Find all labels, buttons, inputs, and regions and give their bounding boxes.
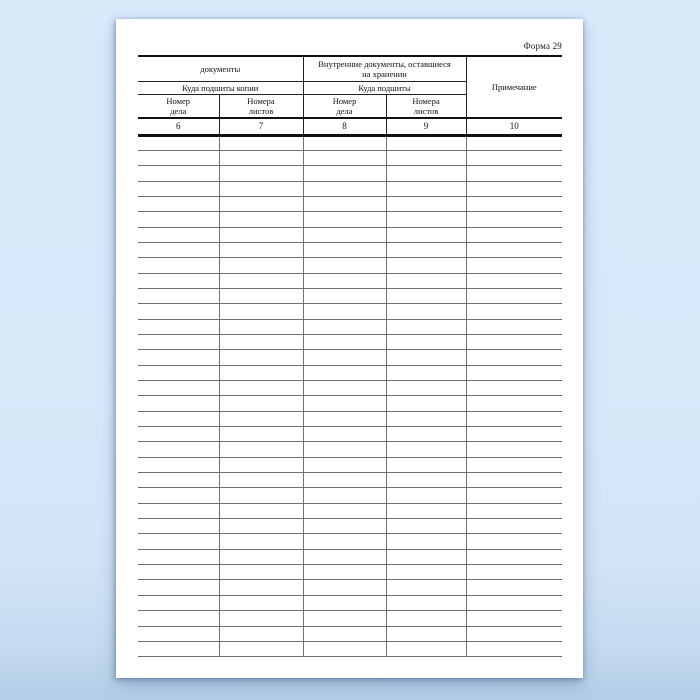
empty-cell [219, 181, 303, 196]
empty-cell [466, 166, 562, 181]
empty-cell [303, 135, 386, 150]
empty-cell [219, 611, 303, 626]
empty-cell [466, 611, 562, 626]
empty-cell [138, 181, 219, 196]
empty-cell [138, 258, 219, 273]
table-row [138, 334, 562, 349]
empty-cell [466, 626, 562, 641]
empty-cell [386, 212, 466, 227]
empty-cell [303, 365, 386, 380]
empty-cell [303, 288, 386, 303]
header-internal-documents-group: Внутренние документы, оставшиеся на хранении [303, 56, 466, 81]
empty-cell [466, 641, 562, 656]
empty-cell [219, 442, 303, 457]
empty-cell [219, 549, 303, 564]
table-row [138, 181, 562, 196]
table-row [138, 427, 562, 442]
empty-cell [138, 150, 219, 165]
empty-cell [466, 135, 562, 150]
table-row [138, 258, 562, 273]
empty-cell [138, 611, 219, 626]
table-row [138, 242, 562, 257]
table-row [138, 595, 562, 610]
empty-cell [466, 565, 562, 580]
empty-cell [138, 365, 219, 380]
table-row [138, 534, 562, 549]
empty-cell [303, 503, 386, 518]
empty-cell [219, 519, 303, 534]
empty-cell [219, 381, 303, 396]
form-number-label: Форма 29 [523, 41, 562, 51]
empty-cell [303, 534, 386, 549]
empty-cell [466, 519, 562, 534]
empty-cell [386, 488, 466, 503]
empty-cell [386, 396, 466, 411]
empty-cell [219, 534, 303, 549]
empty-cell [386, 427, 466, 442]
empty-cell [466, 212, 562, 227]
empty-cell [219, 242, 303, 257]
empty-cell [303, 150, 386, 165]
empty-cell [138, 565, 219, 580]
empty-cell [303, 334, 386, 349]
empty-cell [466, 396, 562, 411]
table-row [138, 396, 562, 411]
empty-cell [219, 473, 303, 488]
empty-cell [219, 457, 303, 472]
empty-cell [138, 304, 219, 319]
empty-cell [219, 135, 303, 150]
column-number-7: 7 [219, 118, 303, 135]
header-documents-group: документы [138, 56, 303, 81]
table-row [138, 319, 562, 334]
header-column-numbers-row [138, 118, 562, 135]
empty-cell [386, 196, 466, 211]
empty-cell [303, 258, 386, 273]
empty-cell [219, 166, 303, 181]
table-row [138, 273, 562, 288]
empty-cell [138, 381, 219, 396]
empty-cell [466, 442, 562, 457]
header-where-copies-filed: Куда подшиты копии [138, 81, 303, 94]
table-row [138, 196, 562, 211]
empty-cell [386, 273, 466, 288]
empty-cell [138, 473, 219, 488]
empty-cell [466, 503, 562, 518]
empty-cell [386, 503, 466, 518]
empty-cell [138, 519, 219, 534]
empty-cell [138, 242, 219, 257]
empty-cell [219, 334, 303, 349]
col-head-case-number-copies: Номер дела [138, 94, 219, 118]
empty-cell [138, 196, 219, 211]
empty-cell [303, 212, 386, 227]
empty-cell [219, 365, 303, 380]
empty-cell [303, 473, 386, 488]
table-header [138, 56, 562, 135]
table-row [138, 350, 562, 365]
document-page [116, 19, 583, 678]
empty-cell [386, 334, 466, 349]
empty-cell [303, 381, 386, 396]
empty-cell [386, 580, 466, 595]
empty-cell [466, 150, 562, 165]
empty-cell [303, 396, 386, 411]
header-note-column: Примечание [466, 56, 562, 118]
empty-cell [138, 442, 219, 457]
empty-cell [386, 381, 466, 396]
column-number-8: 8 [303, 118, 386, 135]
empty-cell [386, 227, 466, 242]
empty-cell [386, 365, 466, 380]
empty-cell [386, 626, 466, 641]
empty-cell [303, 350, 386, 365]
table-row [138, 135, 562, 150]
empty-cell [466, 365, 562, 380]
table-row [138, 304, 562, 319]
empty-cell [303, 611, 386, 626]
empty-cell [138, 641, 219, 656]
empty-cell [138, 488, 219, 503]
empty-cell [386, 242, 466, 257]
empty-cell [303, 411, 386, 426]
column-number-6: 6 [138, 118, 219, 135]
empty-cell [219, 319, 303, 334]
empty-cell [466, 549, 562, 564]
column-number-9: 9 [386, 118, 466, 135]
empty-cell [466, 473, 562, 488]
empty-cell [466, 334, 562, 349]
table-row [138, 150, 562, 165]
empty-cell [219, 503, 303, 518]
empty-cell [303, 580, 386, 595]
empty-cell [386, 473, 466, 488]
empty-cell [303, 273, 386, 288]
empty-cell [219, 212, 303, 227]
header-group-row [138, 56, 562, 81]
empty-cell [303, 196, 386, 211]
column-number-10: 10 [466, 118, 562, 135]
empty-cell [138, 580, 219, 595]
empty-cell [138, 503, 219, 518]
empty-cell [219, 626, 303, 641]
empty-cell [303, 181, 386, 196]
empty-cell [219, 150, 303, 165]
empty-cell [138, 350, 219, 365]
table-body [138, 135, 562, 657]
empty-cell [138, 595, 219, 610]
table-row [138, 565, 562, 580]
table-row [138, 503, 562, 518]
empty-cell [386, 166, 466, 181]
form-table-container [138, 55, 562, 657]
empty-cell [303, 565, 386, 580]
empty-cell [219, 565, 303, 580]
empty-cell [386, 150, 466, 165]
table-row [138, 227, 562, 242]
empty-cell [138, 273, 219, 288]
empty-cell [138, 212, 219, 227]
empty-cell [386, 411, 466, 426]
empty-cell [386, 534, 466, 549]
empty-cell [219, 304, 303, 319]
empty-cell [466, 580, 562, 595]
empty-cell [138, 166, 219, 181]
empty-cell [303, 626, 386, 641]
table-row [138, 626, 562, 641]
col-head-case-number-internal: Номер дела [303, 94, 386, 118]
col-head-sheet-numbers-internal: Номера листов [386, 94, 466, 118]
empty-cell [466, 427, 562, 442]
empty-cell [386, 319, 466, 334]
empty-cell [386, 641, 466, 656]
table-row [138, 442, 562, 457]
empty-cell [466, 381, 562, 396]
empty-cell [386, 519, 466, 534]
empty-cell [303, 304, 386, 319]
empty-cell [219, 411, 303, 426]
empty-cell [466, 196, 562, 211]
empty-cell [138, 549, 219, 564]
empty-cell [386, 181, 466, 196]
empty-cell [219, 227, 303, 242]
form-table [138, 55, 562, 657]
empty-cell [219, 396, 303, 411]
empty-cell [219, 580, 303, 595]
empty-cell [386, 442, 466, 457]
empty-cell [386, 135, 466, 150]
table-row [138, 381, 562, 396]
empty-cell [219, 350, 303, 365]
table-row [138, 580, 562, 595]
empty-cell [138, 534, 219, 549]
empty-cell [303, 442, 386, 457]
empty-cell [303, 641, 386, 656]
empty-cell [303, 457, 386, 472]
empty-cell [466, 181, 562, 196]
empty-cell [466, 488, 562, 503]
empty-cell [466, 227, 562, 242]
empty-cell [466, 411, 562, 426]
empty-cell [219, 288, 303, 303]
empty-cell [466, 288, 562, 303]
table-row [138, 641, 562, 656]
empty-cell [303, 427, 386, 442]
empty-cell [466, 273, 562, 288]
table-row [138, 457, 562, 472]
empty-cell [219, 641, 303, 656]
empty-cell [138, 227, 219, 242]
empty-cell [386, 258, 466, 273]
empty-cell [466, 319, 562, 334]
empty-cell [219, 427, 303, 442]
empty-cell [303, 166, 386, 181]
table-row [138, 549, 562, 564]
empty-cell [466, 457, 562, 472]
empty-cell [386, 350, 466, 365]
empty-cell [466, 304, 562, 319]
header-where-filed: Куда подшиты [303, 81, 466, 94]
empty-cell [303, 519, 386, 534]
empty-cell [138, 396, 219, 411]
empty-cell [138, 427, 219, 442]
table-row [138, 611, 562, 626]
empty-cell [303, 549, 386, 564]
table-row [138, 212, 562, 227]
empty-cell [219, 196, 303, 211]
empty-cell [138, 411, 219, 426]
empty-cell [303, 319, 386, 334]
table-row [138, 288, 562, 303]
empty-cell [386, 595, 466, 610]
empty-cell [219, 488, 303, 503]
table-row [138, 519, 562, 534]
empty-cell [466, 242, 562, 257]
empty-cell [386, 304, 466, 319]
empty-cell [386, 549, 466, 564]
empty-cell [138, 319, 219, 334]
empty-cell [303, 595, 386, 610]
empty-cell [138, 135, 219, 150]
empty-cell [138, 288, 219, 303]
empty-cell [466, 258, 562, 273]
empty-cell [303, 488, 386, 503]
empty-cell [466, 595, 562, 610]
table-row [138, 473, 562, 488]
empty-cell [386, 611, 466, 626]
empty-cell [386, 288, 466, 303]
empty-cell [303, 242, 386, 257]
col-head-sheet-numbers-copies: Номера листов [219, 94, 303, 118]
empty-cell [303, 227, 386, 242]
empty-cell [219, 595, 303, 610]
empty-cell [386, 457, 466, 472]
empty-cell [138, 334, 219, 349]
table-row [138, 365, 562, 380]
empty-cell [466, 350, 562, 365]
empty-cell [466, 534, 562, 549]
table-row [138, 488, 562, 503]
empty-cell [219, 258, 303, 273]
empty-cell [138, 626, 219, 641]
empty-cell [138, 457, 219, 472]
table-row [138, 166, 562, 181]
empty-cell [386, 565, 466, 580]
empty-cell [219, 273, 303, 288]
table-row [138, 411, 562, 426]
